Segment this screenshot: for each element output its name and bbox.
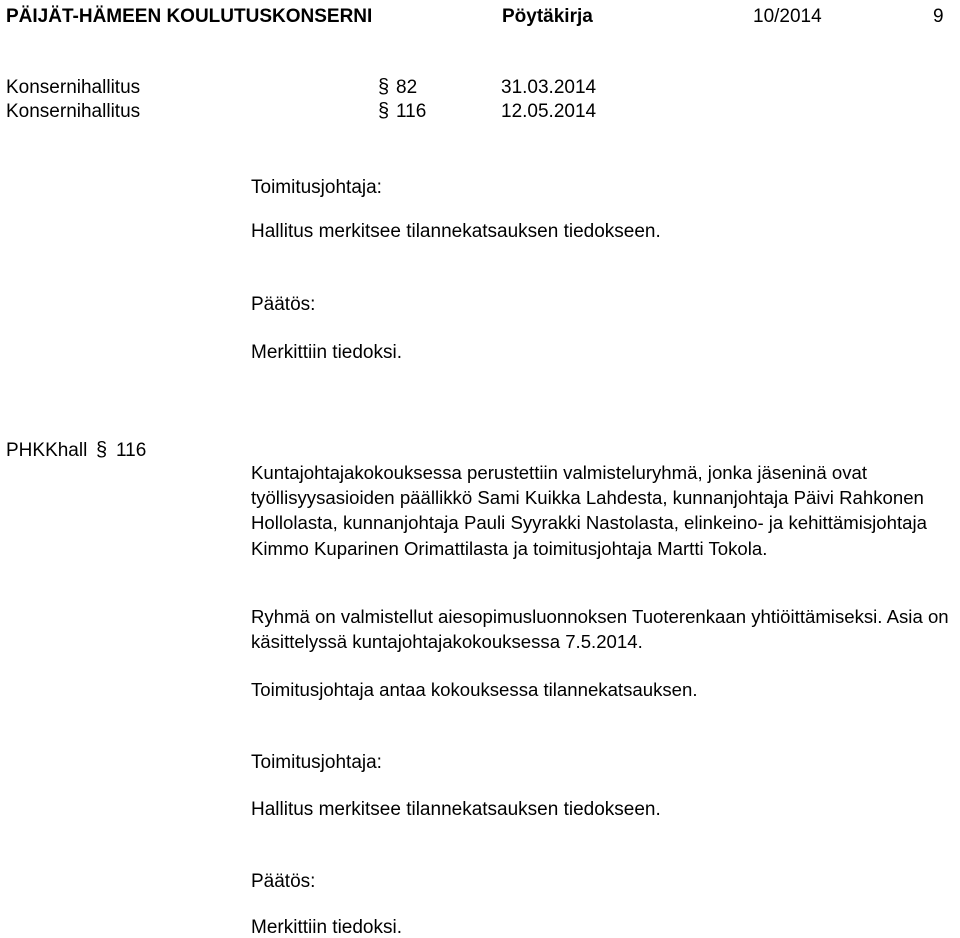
history-number: 82 <box>396 77 418 98</box>
issue-number: 10/2014 <box>753 6 822 27</box>
proposal-text: Hallitus merkitsee tilannekatsauksen tiedokseen. <box>251 799 661 820</box>
decision-text: Merkittiin tiedoksi. <box>251 917 402 938</box>
history-body: Konsernihallitus <box>6 77 141 98</box>
body-paragraph: Toimitusjohtaja antaa kokouksessa tilannekatsauksen. <box>251 679 698 700</box>
organization-name: PÄIJÄT-HÄMEEN KOULUTUSKONSERNI <box>6 6 373 27</box>
section-sign-icon: § <box>378 76 390 98</box>
history-number: 116 <box>396 101 427 122</box>
decision-text: Merkittiin tiedoksi. <box>251 342 402 363</box>
body-paragraph: Kuntajohtajakokouksessa perustettiin valmisteluryhmä, jonka jäseninä ovat työllisyysasioiden päällikkö Sami Kuikka Lahdesta, kunnanjohtaja Päivi Rahkonen Hollolasta, kunnanjohtaja Pauli Syyrakki Nastolasta, elinkeino- ja kehittämisjohtaja Kimmo Kuparinen Orimattilasta ja toimitusjohtaja Martti Tokola. <box>251 462 927 559</box>
proposal-text: Hallitus merkitsee tilannekatsauksen tiedokseen. <box>251 221 661 242</box>
section-sign-icon: § <box>96 439 108 461</box>
section-sign-icon: § <box>378 100 390 122</box>
section-number: 116 <box>116 440 147 461</box>
decision-label: Päätös: <box>251 294 316 315</box>
proposer-label: Toimitusjohtaja: <box>251 752 382 773</box>
history-date: 31.03.2014 <box>501 77 597 98</box>
page-number: 9 <box>933 6 944 27</box>
decision-label: Päätös: <box>251 871 316 892</box>
history-body: Konsernihallitus <box>6 101 141 122</box>
body-paragraph: Ryhmä on valmistellut aiesopimusluonnoksen Tuoterenkaan yhtiöittämiseksi. Asia on käsittelyssä kuntajohtajakokouksessa 7.5.2014. <box>251 606 949 653</box>
document-type: Pöytäkirja <box>502 6 593 27</box>
section-code: PHKKhall <box>6 440 88 461</box>
history-date: 12.05.2014 <box>501 101 597 122</box>
proposer-label: Toimitusjohtaja: <box>251 177 382 198</box>
